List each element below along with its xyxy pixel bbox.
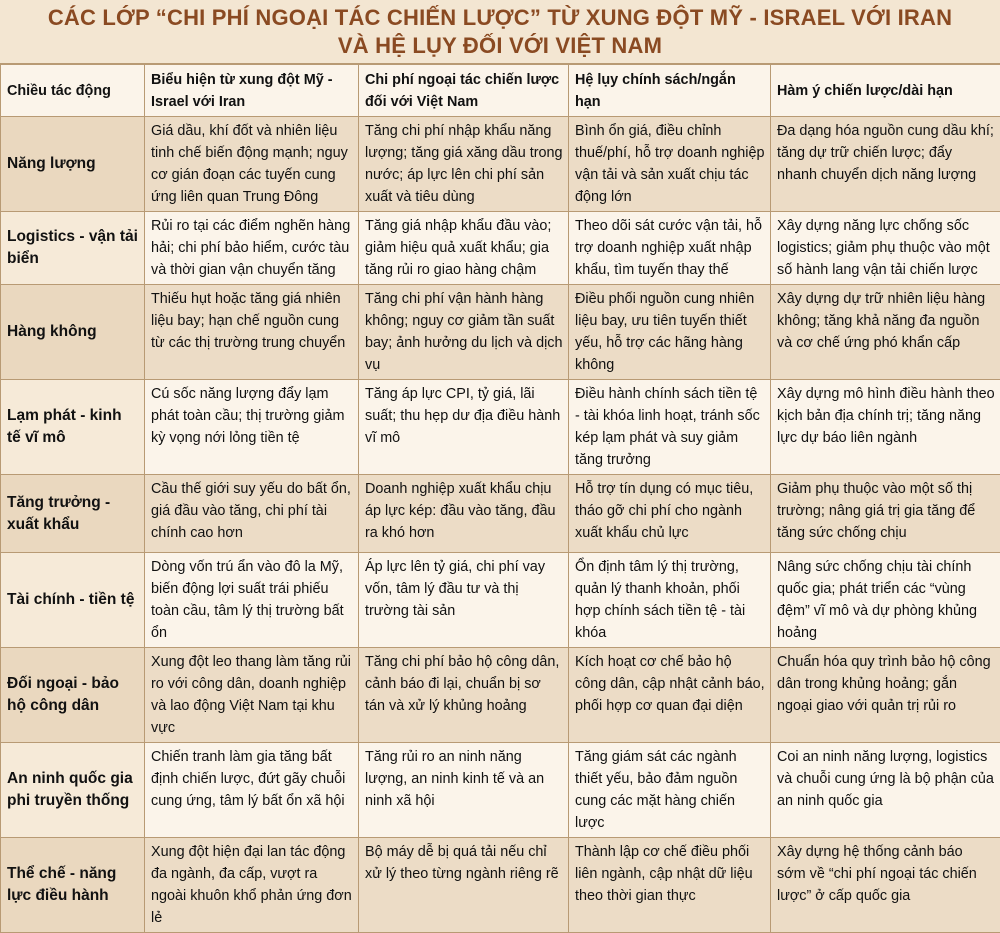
table-row <box>1 475 1000 553</box>
cell-short-term-policy: Ổn định tâm lý thị trường, quản lý thanh khoản, phối hợp chính sách tiền tệ - tài khóa <box>569 553 771 648</box>
table-row <box>1 380 1000 475</box>
table-row <box>1 553 1000 648</box>
cell-long-term-strategy: Xây dựng mô hình điều hành theo kịch bản địa chính trị; tăng năng lực dự báo liên ngành <box>771 380 1000 475</box>
cell-long-term-strategy: Nâng sức chống chịu tài chính quốc gia; phát triển các “vùng đệm” vĩ mô và dự phòng khủng hoảng <box>771 553 1000 648</box>
cell-short-term-policy: Bình ổn giá, điều chỉnh thuế/phí, hỗ trợ doanh nghiệp vận tải và sản xuất chịu tác động lớn <box>569 117 771 212</box>
table-row <box>1 838 1000 933</box>
cell-externality-cost: Tăng chi phí bảo hộ công dân, cảnh báo đi lại, chuẩn bị sơ tán và xử lý khủng hoảng <box>359 648 569 743</box>
cell-manifestation: Xung đột leo thang làm tăng rủi ro với công dân, doanh nghiệp và lao động Việt Nam tại khu vực <box>145 648 359 743</box>
cell-short-term-policy: Theo dõi sát cước vận tải, hỗ trợ doanh nghiệp xuất nhập khẩu, tìm tuyến thay thế <box>569 212 771 285</box>
cell-short-term-policy: Kích hoạt cơ chế bảo hộ công dân, cập nhật cảnh báo, phối hợp cơ quan đại diện <box>569 648 771 743</box>
cell-dimension: Thể chế - năng lực điều hành <box>1 838 145 933</box>
cell-manifestation: Giá dầu, khí đốt và nhiên liệu tinh chế biến động mạnh; nguy cơ gián đoạn các tuyến cung ứng liên quan Trung Đông <box>145 117 359 212</box>
header-manifestation: Biểu hiện từ xung đột Mỹ - Israel với Iran <box>145 65 359 117</box>
cell-dimension: Năng lượng <box>1 117 145 212</box>
header-impact-dimension: Chiều tác động <box>1 65 145 117</box>
cell-short-term-policy: Thành lập cơ chế điều phối liên ngành, cập nhật dữ liệu theo thời gian thực <box>569 838 771 933</box>
cell-externality-cost: Áp lực lên tỷ giá, chi phí vay vốn, tâm lý đầu tư và thị trường tài sản <box>359 553 569 648</box>
cell-externality-cost: Doanh nghiệp xuất khẩu chịu áp lực kép: đầu vào tăng, đầu ra khó hơn <box>359 475 569 553</box>
cell-short-term-policy: Tăng giám sát các ngành thiết yếu, bảo đảm nguồn cung các mặt hàng chiến lược <box>569 743 771 838</box>
header-externality-cost: Chi phí ngoại tác chiến lược đối với Việt Nam <box>359 65 569 117</box>
cell-manifestation: Cầu thế giới suy yếu do bất ổn, giá đầu vào tăng, chi phí tài chính cao hơn <box>145 475 359 553</box>
cell-externality-cost: Bộ máy dễ bị quá tải nếu chỉ xử lý theo từng ngành riêng rẽ <box>359 838 569 933</box>
cell-dimension: Tăng trưởng - xuất khẩu <box>1 475 145 553</box>
table-row <box>1 117 1000 212</box>
cell-dimension: Lạm phát - kinh tế vĩ mô <box>1 380 145 475</box>
cell-externality-cost: Tăng rủi ro an ninh năng lượng, an ninh kinh tế và an ninh xã hội <box>359 743 569 838</box>
cell-manifestation: Thiếu hụt hoặc tăng giá nhiên liệu bay; hạn chế nguồn cung từ các thị trường trung chuyển <box>145 285 359 380</box>
table-row <box>1 212 1000 285</box>
cell-manifestation: Dòng vốn trú ẩn vào đô la Mỹ, biến động lợi suất trái phiếu toàn cầu, tâm lý thị trường bất ổn <box>145 553 359 648</box>
cell-long-term-strategy: Chuẩn hóa quy trình bảo hộ công dân trong khủng hoảng; gắn ngoại giao với quản trị rủi ro <box>771 648 1000 743</box>
cell-dimension: An ninh quốc gia phi truyền thống <box>1 743 145 838</box>
title-line-2: VÀ HỆ LỤY ĐỐI VỚI VIỆT NAM <box>338 32 662 60</box>
cell-dimension: Đối ngoại - bảo hộ công dân <box>1 648 145 743</box>
cell-dimension: Tài chính - tiền tệ <box>1 553 145 648</box>
cell-externality-cost: Tăng áp lực CPI, tỷ giá, lãi suất; thu hẹp dư địa điều hành vĩ mô <box>359 380 569 475</box>
cell-long-term-strategy: Xây dựng hệ thống cảnh báo sớm về “chi phí ngoại tác chiến lược” ở cấp quốc gia <box>771 838 1000 933</box>
cell-long-term-strategy: Giảm phụ thuộc vào một số thị trường; nâng giá trị gia tăng để tăng sức chống chịu <box>771 475 1000 553</box>
header-long-term-strategy: Hàm ý chiến lược/dài hạn <box>771 65 1000 117</box>
cell-long-term-strategy: Xây dựng dự trữ nhiên liệu hàng không; tăng khả năng đa nguồn và cơ chế ứng phó khẩn cấp <box>771 285 1000 380</box>
table-row <box>1 648 1000 743</box>
cell-manifestation: Rủi ro tại các điểm nghẽn hàng hải; chi phí bảo hiểm, cước tàu và thời gian vận chuyển tăng <box>145 212 359 285</box>
cell-manifestation: Cú sốc năng lượng đẩy lạm phát toàn cầu; thị trường giảm kỳ vọng nới lỏng tiền tệ <box>145 380 359 475</box>
cell-long-term-strategy: Xây dựng năng lực chống sốc logistics; giảm phụ thuộc vào một số hành lang vận tải chiến lược <box>771 212 1000 285</box>
cell-externality-cost: Tăng giá nhập khẩu đầu vào; giảm hiệu quả xuất khẩu; gia tăng rủi ro giao hàng chậm <box>359 212 569 285</box>
cell-short-term-policy: Hỗ trợ tín dụng có mục tiêu, tháo gỡ chi phí cho ngành xuất khẩu chủ lực <box>569 475 771 553</box>
cell-externality-cost: Tăng chi phí nhập khẩu năng lượng; tăng giá xăng dầu trong nước; áp lực lên chi phí sản xuất và tiêu dùng <box>359 117 569 212</box>
cell-long-term-strategy: Đa dạng hóa nguồn cung dầu khí; tăng dự trữ chiến lược; đẩy nhanh chuyển dịch năng lượng <box>771 117 1000 212</box>
table-body <box>1 117 1000 933</box>
cell-manifestation: Chiến tranh làm gia tăng bất định chiến lược, đứt gãy chuỗi cung ứng, tâm lý bất ổn xã hội <box>145 743 359 838</box>
cell-dimension: Logistics - vận tải biển <box>1 212 145 285</box>
title-line-1: CÁC LỚP “CHI PHÍ NGOẠI TÁC CHIẾN LƯỢC” TỪ XUNG ĐỘT MỸ - ISRAEL VỚI IRAN <box>48 4 952 32</box>
header-short-term-policy: Hệ lụy chính sách/ngắn hạn <box>569 65 771 117</box>
table-row <box>1 743 1000 838</box>
cell-dimension: Hàng không <box>1 285 145 380</box>
cell-short-term-policy: Điều phối nguồn cung nhiên liệu bay, ưu tiên tuyến thiết yếu, hỗ trợ các hãng hàng không <box>569 285 771 380</box>
cell-manifestation: Xung đột hiện đại lan tác động đa ngành, đa cấp, vượt ra ngoài khuôn khổ phản ứng đơn lẻ <box>145 838 359 933</box>
cell-externality-cost: Tăng chi phí vận hành hàng không; nguy cơ giảm tần suất bay; ảnh hưởng du lịch và dịch vụ <box>359 285 569 380</box>
table-row <box>1 285 1000 380</box>
cell-long-term-strategy: Coi an ninh năng lượng, logistics và chuỗi cung ứng là bộ phận của an ninh quốc gia <box>771 743 1000 838</box>
title-block <box>0 0 1000 64</box>
cell-short-term-policy: Điều hành chính sách tiền tệ - tài khóa linh hoạt, tránh sốc kép lạm phát và suy giảm tăng trưởng <box>569 380 771 475</box>
impact-table <box>0 64 1000 933</box>
header-row <box>1 65 1000 117</box>
